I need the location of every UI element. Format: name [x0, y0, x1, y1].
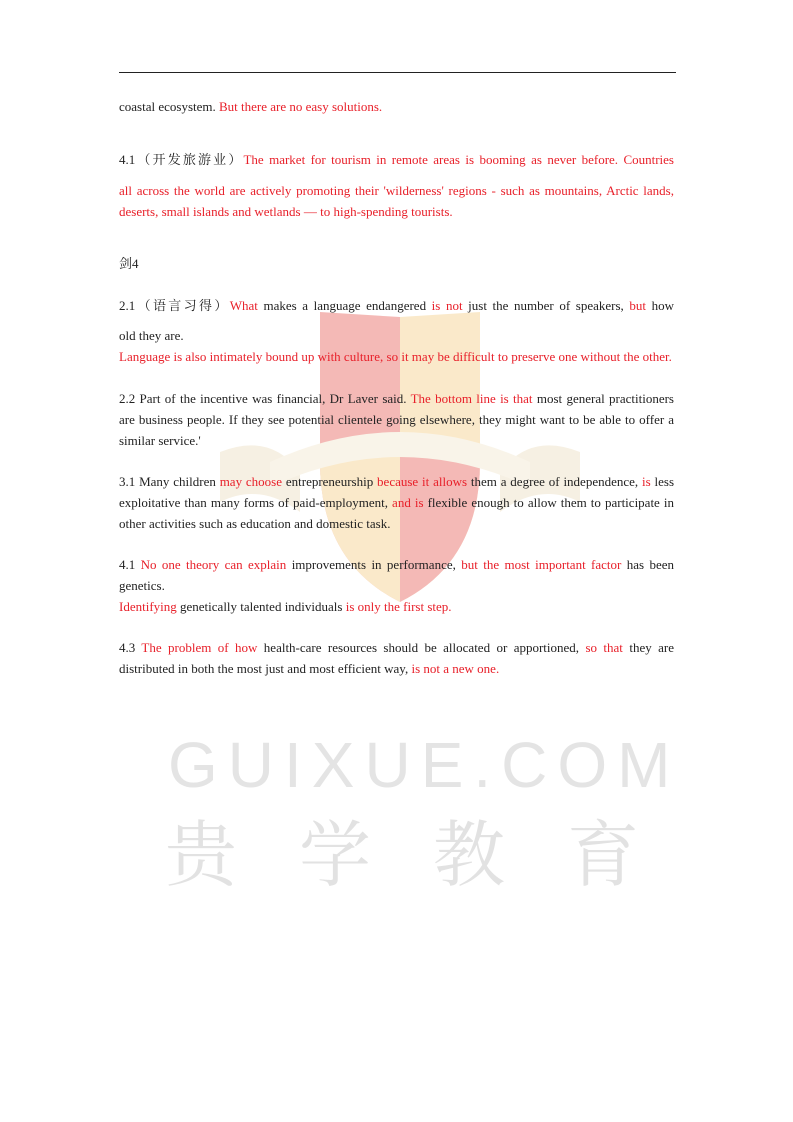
body-text: makes a language endangered — [257, 298, 432, 313]
highlighted-text: No one theory can explain — [140, 557, 287, 572]
highlighted-text: and is — [392, 495, 424, 510]
highlighted-text: is only the first step. — [345, 599, 452, 614]
highlighted-text: is not a new one. — [411, 661, 500, 676]
body-text: just the number of speakers, — [462, 298, 630, 313]
body-text: improvements in performance, — [286, 557, 462, 572]
body-text: most general practitioners are business people. If they see potential clientele going elsewhere, they might want to be able to offer a similar service.' — [119, 391, 674, 448]
body-text: how — [646, 298, 674, 313]
body-text: genetically talented individuals — [176, 599, 346, 614]
body-text: has been genetics. — [119, 557, 674, 593]
header-rule — [119, 72, 676, 73]
highlighted-text: But there are no easy solutions. — [219, 99, 383, 114]
paragraph-coastal — [119, 96, 674, 117]
highlighted-text: may choose — [219, 474, 283, 489]
highlighted-text: all across the world are actively promoting their 'wilderness' regions - such as mountains, Arctic lands, deserts, small islands and wetlands — to high-spending tourists. — [119, 183, 674, 219]
highlighted-text: is not — [431, 298, 463, 313]
body-text: 3.1 Many children — [119, 474, 220, 489]
highlighted-text: Language is also intimately bound up with culture, so it may be difficult to preserve one without the other. — [119, 349, 672, 364]
body-text: 4.3 — [119, 640, 142, 655]
body-text: them a degree of independence, — [467, 474, 642, 489]
highlighted-text: because it allows — [377, 474, 468, 489]
paragraph-2-1-rest — [119, 325, 674, 367]
highlighted-text: The market for tourism in remote areas is booming as never before. Countries — [243, 152, 674, 167]
paragraph-2-1-line1 — [119, 295, 674, 316]
highlighted-text: The problem of how — [141, 640, 258, 655]
body-text: health-care resources should be allocated or apportioned, — [257, 640, 586, 655]
body-text: less exploitative than many forms of paid-employment, — [119, 474, 675, 510]
body-text: 4.1（开发旅游业） — [119, 152, 244, 167]
highlighted-text: is — [642, 474, 651, 489]
highlighted-text: Identifying — [119, 599, 177, 614]
paragraph-4-1-tourism-line1 — [119, 149, 674, 170]
highlighted-text: but — [629, 298, 646, 313]
highlighted-text: The bottom line is that — [410, 391, 533, 406]
body-text: 4.1 — [119, 557, 141, 572]
body-text: they are distributed in both the most just and most efficient way, — [119, 640, 674, 676]
paragraph-4-1-genetics — [119, 554, 674, 617]
section-heading-jian4 — [119, 253, 674, 274]
body-text: 2.2 Part of the incentive was financial, Dr Laver said. — [119, 391, 411, 406]
document-body — [119, 96, 674, 679]
body-text: coastal ecosystem. — [119, 99, 219, 114]
paragraph-2-2 — [119, 388, 674, 451]
body-text: old they are. — [119, 328, 184, 343]
body-text: entrepreneurship — [282, 474, 378, 489]
paragraph-4-3 — [119, 637, 674, 679]
body-text: 剑4 — [119, 256, 139, 271]
highlighted-text: but the most important factor — [461, 557, 622, 572]
highlighted-text: so that — [585, 640, 623, 655]
body-text: flexible enough to allow them to participate in other activities such as education and domestic task. — [119, 495, 674, 531]
watermark-site: GUIXUE.COM — [168, 729, 681, 801]
paragraph-3-1 — [119, 471, 674, 534]
body-text: 2.1（语言习得） — [119, 298, 230, 313]
highlighted-text: What — [229, 298, 258, 313]
paragraph-4-1-tourism-rest — [119, 180, 674, 222]
watermark-cn: 贵学教育 — [165, 813, 702, 897]
